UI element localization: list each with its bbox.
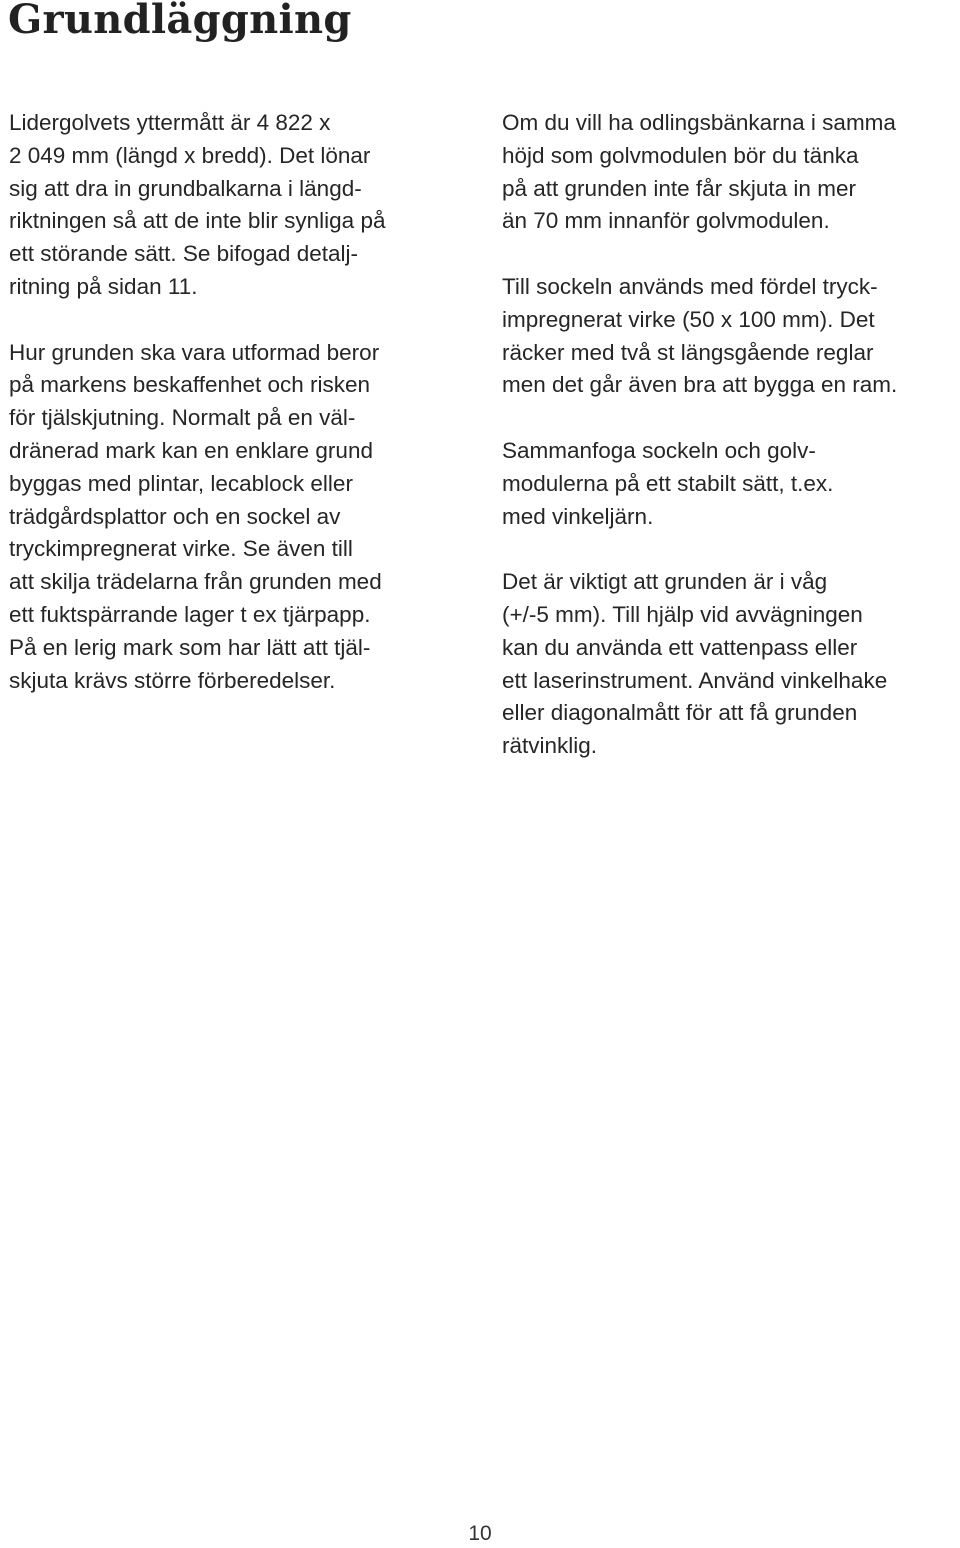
- text-line: impregnerat virke (50 x 100 mm). Det: [502, 306, 875, 332]
- text-line: modulerna på ett stabilt sätt, t.ex.: [502, 470, 834, 496]
- paragraph: [502, 107, 960, 238]
- text-line: räcker med två st längsgående reglar: [502, 339, 874, 365]
- text-line: byggas med plintar, lecablock eller: [9, 470, 353, 496]
- left-text-column: [9, 107, 469, 730]
- text-line: Sammanfoga sockeln och golv-: [502, 437, 816, 463]
- text-line: ritning på sidan 11.: [9, 273, 198, 299]
- text-line: Till sockeln används med fördel tryck-: [502, 273, 878, 299]
- text-line: ett fuktspärrande lager t ex tjärpapp.: [9, 601, 371, 627]
- text-line: på att grunden inte får skjuta in mer: [502, 175, 856, 201]
- text-line: ett störande sätt. Se bifogad detalj-: [9, 241, 358, 267]
- paragraph: [502, 566, 960, 763]
- paragraph: [9, 107, 469, 304]
- text-line: riktningen så att de inte blir synliga på: [9, 208, 386, 234]
- text-line: än 70 mm innanför golvmodulen.: [502, 208, 830, 234]
- text-line: På en lerig mark som har lätt att tjäl-: [9, 634, 371, 660]
- text-line: men det går även bra att bygga en ram.: [502, 372, 898, 398]
- text-line: sig att dra in grundbalkarna i längd-: [9, 175, 362, 201]
- text-line: att skilja trädelarna från grunden med: [9, 569, 382, 595]
- text-line: för tjälskjutning. Normalt på en väl-: [9, 405, 356, 431]
- text-line: trädgårdsplattor och en sockel av: [9, 503, 341, 529]
- text-line: ett laserinstrument. Använd vinkelhake: [502, 667, 888, 693]
- text-line: Lidergolvets yttermått är 4 822 x: [9, 110, 331, 135]
- text-line: skjuta krävs större förberedelser.: [9, 667, 336, 693]
- text-line: med vinkeljärn.: [502, 503, 654, 529]
- text-line: eller diagonalmått för att få grunden: [502, 700, 858, 726]
- text-line: på markens beskaffenhet och risken: [9, 372, 371, 398]
- text-line: höjd som golvmodulen bör du tänka: [502, 142, 859, 168]
- paragraph: [502, 435, 960, 533]
- text-line: kan du använda ett vattenpass eller: [502, 634, 858, 660]
- text-line: (+/-5 mm). Till hjälp vid avvägningen: [502, 601, 863, 627]
- text-line: rätvinklig.: [502, 733, 598, 759]
- paragraph: [502, 271, 960, 402]
- right-text-column: [502, 107, 960, 796]
- text-line: Hur grunden ska vara utformad beror: [9, 339, 380, 365]
- paragraph: [9, 337, 469, 698]
- text-line: Det är viktigt att grunden är i våg: [502, 569, 828, 595]
- page-number: 10: [468, 1522, 492, 1545]
- text-line: dränerad mark kan en enklare grund: [9, 437, 373, 463]
- page-title: Grundläggning: [8, 0, 352, 43]
- text-line: tryckimpregnerat virke. Se även till: [9, 536, 353, 562]
- text-line: Om du vill ha odlingsbänkarna i samma: [502, 110, 896, 135]
- text-line: 2 049 mm (längd x bredd). Det lönar: [9, 142, 371, 168]
